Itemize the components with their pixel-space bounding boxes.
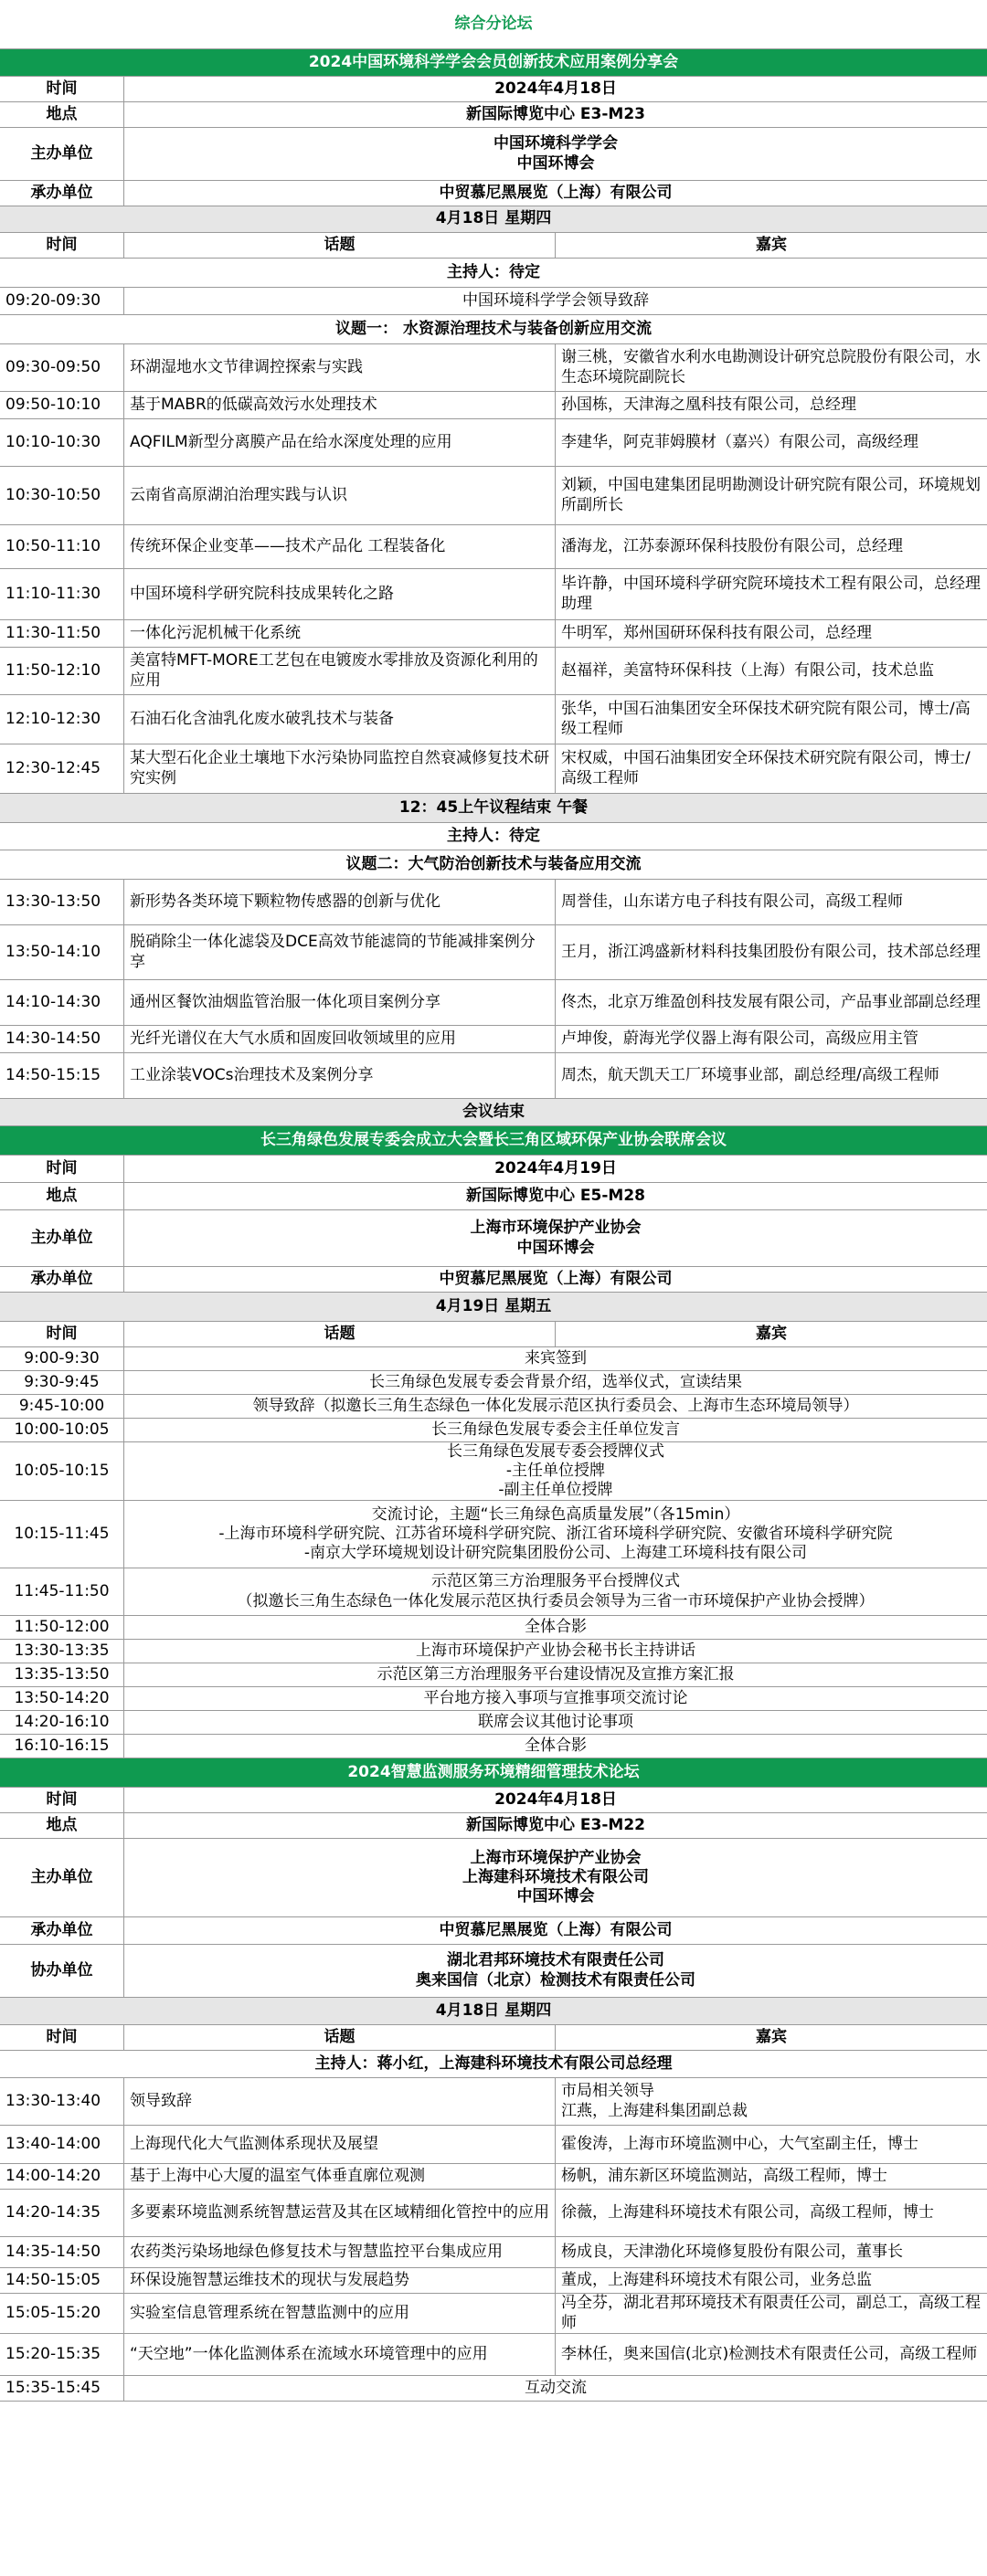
- session-time: 15:35-15:45: [0, 2376, 124, 2401]
- info-value-host: [124, 128, 987, 180]
- column-header-time: 时间: [0, 233, 124, 258]
- schedule-row: [0, 1442, 987, 1501]
- schedule-row: [0, 1026, 987, 1053]
- info-value-organizer: [124, 1267, 987, 1292]
- schedule-row: [0, 648, 987, 695]
- session-topic: 上海市环境保护产业协会秘书长主持讲话: [416, 1641, 695, 1660]
- session-time: 10:30-10:50: [0, 467, 124, 524]
- info-value-place: [124, 1183, 987, 1209]
- schedule-row: [0, 344, 987, 392]
- session-topic: 多要素环境监测系统智慧运营及其在区域精细化管控中的应用: [124, 2190, 556, 2236]
- schedule-row: [0, 2190, 987, 2237]
- subheading: 议题二：大气防治创新技术与装备应用交流: [345, 854, 642, 873]
- session-topic: 基于MABR的低碳高效污水处理技术: [124, 392, 556, 418]
- info-row-organizer: [0, 181, 987, 206]
- session-topic: 领导致辞: [124, 2078, 556, 2125]
- info-row-time: [0, 77, 987, 102]
- session-guest: 谢三桃，安徽省水利水电勘测设计研究总院股份有限公司，水生态环境院副院长: [561, 348, 981, 386]
- section-title: 长三角绿色发展专委会成立大会暨长三角区域环保产业协会联席会议: [0, 1126, 987, 1155]
- schedule-row: [0, 2164, 987, 2190]
- info-label-organizer: 承办单位: [0, 181, 124, 206]
- column-header-topic: 话题: [124, 2025, 556, 2050]
- session-guest: 市局相关领导 江燕，上海建科集团副总裁: [561, 2082, 748, 2120]
- schedule-row: [0, 1663, 987, 1687]
- session-time: 14:20-16:10: [0, 1711, 124, 1734]
- session-guest: 冯全芬，湖北君邦环境技术有限责任公司，副总工，高级工程师: [561, 2294, 981, 2332]
- session-time: 13:50-14:10: [0, 925, 124, 979]
- schedule-row: [0, 925, 987, 980]
- session-time: 10:15-11:45: [0, 1501, 124, 1568]
- session-time: 11:30-11:50: [0, 620, 124, 647]
- schedule-row: [0, 467, 987, 525]
- info-label-co_organizer: 协办单位: [0, 1945, 124, 1997]
- session-time: 14:20-14:35: [0, 2190, 124, 2236]
- session-guest: 周誉佳，山东诺方电子科技有限公司，高级工程师: [561, 892, 903, 911]
- session-topic: 长三角绿色发展专委会授牌仪式 -主任单位授牌 -副主任单位授牌: [447, 1442, 664, 1500]
- session-topic: 长三角绿色发展专委会主任单位发言: [431, 1420, 680, 1439]
- info-value-line: 2024年4月19日: [494, 1158, 617, 1177]
- info-row-host: [0, 128, 987, 181]
- info-value-place: [124, 1813, 987, 1838]
- section-title-row: [0, 1758, 987, 1788]
- column-header-guest: 嘉宾: [756, 2027, 787, 2046]
- column-header-row: [0, 1322, 987, 1347]
- session-guest: 佟杰，北京万维盈创科技发展有限公司，产品事业部副总经理: [561, 992, 981, 1011]
- session-time: 13:30-13:35: [0, 1640, 124, 1663]
- schedule-row: [0, 315, 987, 344]
- schedule-row: [0, 525, 987, 569]
- info-label-time: 时间: [0, 77, 124, 101]
- schedule-row: [0, 2237, 987, 2268]
- session-topic: 光纤光谱仪在大气水质和固废回收领域里的应用: [124, 1026, 556, 1052]
- info-value-line: 上海市环境保护产业协会: [470, 1848, 642, 1867]
- day-header: 4月18日 星期四: [0, 206, 987, 232]
- session-guest: 张华，中国石油集团安全环保技术研究院有限公司，博士/高级工程师: [561, 700, 971, 738]
- info-label-time: 时间: [0, 1156, 124, 1182]
- schedule-row: [0, 1735, 987, 1758]
- session-guest: 李林任，奥来国信(北京)检测技术有限责任公司，高级工程师: [561, 2344, 978, 2363]
- session-topic: 环保设施智慧运维技术的现状与发展趋势: [124, 2268, 556, 2293]
- schedule-row: [0, 1099, 987, 1126]
- session-time: 09:30-09:50: [0, 344, 124, 391]
- session-topic: 新形势各类环境下颗粒物传感器的创新与优化: [124, 880, 556, 924]
- schedule-row: [0, 2268, 987, 2294]
- info-label-organizer: 承办单位: [0, 1917, 124, 1944]
- session-time: 12:10-12:30: [0, 695, 124, 744]
- schedule-row: [0, 259, 987, 288]
- session-time: 14:10-14:30: [0, 980, 124, 1025]
- info-row-host: [0, 1839, 987, 1917]
- info-value-line: 2024年4月18日: [494, 1789, 617, 1809]
- info-value-line: 中贸慕尼黑展览（上海）有限公司: [439, 1920, 673, 1939]
- schedule-row: [0, 2126, 987, 2164]
- schedule-row: [0, 1419, 987, 1442]
- session-topic: 来宾签到: [525, 1348, 587, 1367]
- session-topic: 上海现代化大气监测体系现状及展望: [124, 2126, 556, 2163]
- session-topic: 交流讨论，主题“长三角绿色高质量发展”（各15min） -上海市环境科学研究院、江苏省环境科学研究院、浙江省环境科学研究院、安徽省环境科学研究院 -南京大学环境规划设计研究院集团股份公司、上海建工环境科技有限公司: [218, 1504, 893, 1563]
- schedule-row: [0, 1640, 987, 1663]
- session-time: 16:10-16:15: [0, 1735, 124, 1758]
- session-time: 13:40-14:00: [0, 2126, 124, 2163]
- session-topic: 传统环保企业变革——技术产品化 工程装备化: [124, 525, 556, 568]
- session-guest: 杨成良，天津渤化环境修复股份有限公司，董事长: [561, 2242, 903, 2261]
- info-row-organizer: [0, 1917, 987, 1945]
- session-time: 13:30-13:40: [0, 2078, 124, 2125]
- session-topic: 云南省高原湖泊治理实践与认识: [124, 467, 556, 524]
- session-topic: 平台地方接入事项与宣推事项交流讨论: [423, 1688, 688, 1707]
- subheading: 主持人：待定: [447, 262, 540, 281]
- info-value-organizer: [124, 181, 987, 206]
- session-topic: 联席会议其他讨论事项: [478, 1712, 633, 1731]
- info-value-line: 中国环博会: [516, 1887, 595, 1906]
- session-guest: 周杰，航天凯天工厂环境事业部，副总经理/高级工程师: [561, 1065, 939, 1084]
- session-topic: 示范区第三方治理服务平台建设情况及宣推方案汇报: [377, 1664, 735, 1684]
- info-row-place: [0, 1813, 987, 1839]
- info-value-host: [124, 1839, 987, 1916]
- info-row-co_organizer: [0, 1945, 987, 1998]
- session-topic: 全体合影: [525, 1617, 587, 1636]
- schedule-row: [0, 2376, 987, 2402]
- session-guest: 孙国栋，天津海之凰科技有限公司，总经理: [561, 395, 856, 414]
- session-time: 11:50-12:00: [0, 1616, 124, 1639]
- session-topic: 基于上海中心大厦的温室气体垂直廓位观测: [124, 2164, 556, 2189]
- info-value-line: 2024年4月18日: [494, 79, 617, 98]
- info-value-line: 中国环博会: [516, 153, 595, 173]
- schedule-row: [0, 744, 987, 794]
- session-guest: 刘颖，中国电建集团昆明勘测设计研究院有限公司，环境规划所副所长: [561, 476, 981, 514]
- day-header: 4月18日 星期四: [0, 1998, 987, 2024]
- session-time: 10:10-10:30: [0, 419, 124, 466]
- session-time: 13:30-13:50: [0, 880, 124, 924]
- day-header-row: [0, 1998, 987, 2025]
- info-value-place: [124, 102, 987, 127]
- info-row-place: [0, 1183, 987, 1210]
- schedule-row: [0, 695, 987, 744]
- column-header-topic: 话题: [124, 233, 556, 258]
- info-value-host: [124, 1210, 987, 1266]
- session-guest: 牛明军，郑州国研环保科技有限公司，总经理: [561, 623, 872, 642]
- info-label-host: 主办单位: [0, 1210, 124, 1266]
- schedule-row: [0, 1568, 987, 1616]
- info-value-time: [124, 1788, 987, 1812]
- info-label-organizer: 承办单位: [0, 1267, 124, 1292]
- info-value-line: 新国际博览中心 E5-M28: [466, 1186, 645, 1205]
- schedule-row: [0, 823, 987, 850]
- session-guest: 杨帆，浦东新区环境监测站，高级工程师，博士: [561, 2166, 887, 2185]
- info-label-place: 地点: [0, 1183, 124, 1209]
- info-value-line: 中国环博会: [516, 1238, 595, 1257]
- session-time: 14:30-14:50: [0, 1026, 124, 1052]
- column-header-row: [0, 233, 987, 259]
- session-time: 13:50-14:20: [0, 1687, 124, 1710]
- session-time: 15:05-15:20: [0, 2294, 124, 2333]
- session-topic: 农药类污染场地绿色修复技术与智慧监控平台集成应用: [124, 2237, 556, 2267]
- info-value-line: 上海市环境保护产业协会: [470, 1219, 642, 1238]
- day-header: 4月19日 星期五: [0, 1293, 987, 1321]
- session-topic: 某大型石化企业土壤地下水污染协同监控自然衰减修复技术研究实例: [124, 744, 556, 793]
- schedule-row: [0, 2294, 987, 2334]
- session-topic: 示范区第三方治理服务平台授牌仪式 （拟邀长三角生态绿色一体化发展示范区执行委员会领导为三省一市环境保护产业协会授牌）: [237, 1572, 875, 1610]
- schedule-row: [0, 1395, 987, 1419]
- page-title: 综合分论坛: [454, 14, 533, 33]
- session-topic: AQFILM新型分离膜产品在给水深度处理的应用: [124, 419, 556, 466]
- schedule-row: [0, 850, 987, 880]
- session-time: 14:50-15:15: [0, 1053, 124, 1098]
- session-topic: 实验室信息管理系统在智慧监测中的应用: [124, 2294, 556, 2333]
- schedule-row: [0, 1687, 987, 1711]
- session-time: 15:20-15:35: [0, 2334, 124, 2375]
- schedule-row: [0, 880, 987, 925]
- info-value-line: 新国际博览中心 E3-M22: [466, 1815, 645, 1834]
- info-row-time: [0, 1156, 987, 1183]
- session-guest: 李建华，阿克菲姆膜材（嘉兴）有限公司，高级经理: [561, 432, 918, 451]
- section-title-row: [0, 1126, 987, 1156]
- session-topic: 通州区餐饮油烟监管治服一体化项目案例分享: [124, 980, 556, 1025]
- schedule-row: [0, 392, 987, 419]
- session-time: 14:50-15:05: [0, 2268, 124, 2293]
- page-title-row: [0, 0, 987, 49]
- schedule-row: [0, 2334, 987, 2376]
- session-time: 09:20-09:30: [0, 288, 124, 314]
- schedule-row: [0, 2078, 987, 2126]
- session-topic: “天空地”一体化监测体系在流域水环境管理中的应用: [124, 2334, 556, 2375]
- info-label-place: 地点: [0, 1813, 124, 1838]
- info-value-line: 中国环境科学学会: [494, 134, 618, 153]
- session-time: 11:10-11:30: [0, 569, 124, 619]
- session-time: 11:45-11:50: [0, 1568, 124, 1615]
- column-header-topic: 话题: [124, 1322, 556, 1346]
- info-value-time: [124, 1156, 987, 1182]
- section-title: 2024中国环境科学学会会员创新技术应用案例分享会: [0, 49, 987, 76]
- session-topic: 中国环境科学学会领导致辞: [462, 290, 649, 310]
- schedule-row: [0, 620, 987, 648]
- day-header-row: [0, 206, 987, 233]
- section-title-row: [0, 49, 987, 77]
- info-label-host: 主办单位: [0, 128, 124, 180]
- session-topic: 一体化污泥机械干化系统: [124, 620, 556, 647]
- schedule-row: [0, 1053, 987, 1099]
- session-time: 9:00-9:30: [0, 1347, 124, 1370]
- info-value-line: 中贸慕尼黑展览（上海）有限公司: [439, 1269, 673, 1288]
- info-value-line: 新国际博览中心 E3-M23: [466, 104, 645, 123]
- column-header-row: [0, 2025, 987, 2051]
- info-value-organizer: [124, 1917, 987, 1944]
- schedule-row: [0, 794, 987, 823]
- session-time: 14:00-14:20: [0, 2164, 124, 2189]
- session-topic: 脱硝除尘一体化滤袋及DCE高效节能滤筒的节能减排案例分享: [124, 925, 556, 979]
- session-topic: 中国环境科学研究院科技成果转化之路: [124, 569, 556, 619]
- session-guest: 王月，浙江鸿盛新材料科技集团股份有限公司，技术部总经理: [561, 942, 981, 961]
- info-row-place: [0, 102, 987, 128]
- info-value-time: [124, 77, 987, 101]
- column-header-guest: 嘉宾: [756, 1324, 787, 1343]
- session-time: 10:50-11:10: [0, 525, 124, 568]
- session-topic: 互动交流: [525, 2378, 587, 2397]
- session-time: 09:50-10:10: [0, 392, 124, 418]
- session-time: 10:05-10:15: [0, 1442, 124, 1500]
- session-time: 9:30-9:45: [0, 1371, 124, 1394]
- schedule-row: [0, 1347, 987, 1371]
- session-time: 11:50-12:10: [0, 648, 124, 694]
- schedule-row: [0, 1371, 987, 1395]
- session-time: 12:30-12:45: [0, 744, 124, 793]
- session-guest: 潘海龙，江苏泰源环保科技股份有限公司，总经理: [561, 536, 903, 555]
- schedule-row: [0, 1616, 987, 1640]
- column-header-guest: 嘉宾: [756, 235, 787, 254]
- session-guest: 毕许静，中国环境科学研究院环境技术工程有限公司，总经理助理: [561, 575, 981, 613]
- break-notice: 会议结束: [0, 1099, 987, 1125]
- session-guest: 徐薇，上海建科环境技术有限公司，高级工程师，博士: [561, 2202, 934, 2222]
- schedule-row: [0, 1501, 987, 1568]
- session-guest: 宋权威，中国石油集团安全环保技术研究院有限公司，博士/高级工程师: [561, 749, 971, 787]
- session-guest: 赵福祥，美富特环保科技（上海）有限公司，技术总监: [561, 660, 934, 680]
- info-value-line: 上海建科环境技术有限公司: [462, 1867, 649, 1886]
- info-label-time: 时间: [0, 1788, 124, 1812]
- session-time: 14:35-14:50: [0, 2237, 124, 2267]
- subheading: 议题一： 水资源治理技术与装备创新应用交流: [335, 319, 652, 338]
- break-notice: 12：45上午议程结束 午餐: [0, 794, 987, 822]
- schedule-row: [0, 419, 987, 467]
- info-value-line: 湖北君邦环境技术有限责任公司: [447, 1951, 664, 1970]
- info-value-line: 中贸慕尼黑展览（上海）有限公司: [439, 183, 673, 202]
- info-row-host: [0, 1210, 987, 1267]
- session-topic: 石油石化含油乳化废水破乳技术与装备: [124, 695, 556, 744]
- session-topic: 全体合影: [525, 1736, 587, 1755]
- session-topic: 工业涂装VOCs治理技术及案例分享: [124, 1053, 556, 1098]
- session-topic: 领导致辞（拟邀长三角生态绿色一体化发展示范区执行委员会、上海市生态环境局领导）: [252, 1396, 859, 1415]
- session-topic: 美富特MFT-MORE工艺包在电镀废水零排放及资源化利用的应用: [124, 648, 556, 694]
- schedule-row: [0, 1711, 987, 1735]
- schedule-row: [0, 980, 987, 1026]
- schedule-row: [0, 569, 987, 620]
- day-header-row: [0, 1293, 987, 1322]
- session-time: 9:45-10:00: [0, 1395, 124, 1418]
- schedule-row: [0, 2051, 987, 2078]
- info-value-co_organizer: [124, 1945, 987, 1997]
- session-topic: 环湖湿地水文节律调控探索与实践: [124, 344, 556, 391]
- session-topic: 长三角绿色发展专委会背景介绍，选举仪式，宣读结果: [369, 1372, 742, 1391]
- info-value-line: 奥来国信（北京）检测技术有限责任公司: [416, 1970, 695, 1990]
- schedule-row: [0, 288, 987, 315]
- column-header-time: 时间: [0, 1322, 124, 1346]
- column-header-time: 时间: [0, 2025, 124, 2050]
- subheading: 主持人：待定: [447, 826, 540, 845]
- session-guest: 霍俊涛，上海市环境监测中心，大气室副主任，博士: [561, 2134, 918, 2153]
- info-label-host: 主办单位: [0, 1839, 124, 1916]
- info-row-time: [0, 1788, 987, 1813]
- session-time: 10:00-10:05: [0, 1419, 124, 1441]
- subheading: 主持人：蒋小红，上海建科环境技术有限公司总经理: [314, 2053, 673, 2073]
- session-guest: 卢坤俊，蔚海光学仪器上海有限公司，高级应用主管: [561, 1029, 918, 1048]
- section-title: 2024智慧监测服务环境精细管理技术论坛: [0, 1758, 987, 1787]
- info-label-place: 地点: [0, 102, 124, 127]
- session-time: 13:35-13:50: [0, 1663, 124, 1686]
- info-row-organizer: [0, 1267, 987, 1293]
- session-guest: 董成，上海建科环境技术有限公司，业务总监: [561, 2270, 872, 2289]
